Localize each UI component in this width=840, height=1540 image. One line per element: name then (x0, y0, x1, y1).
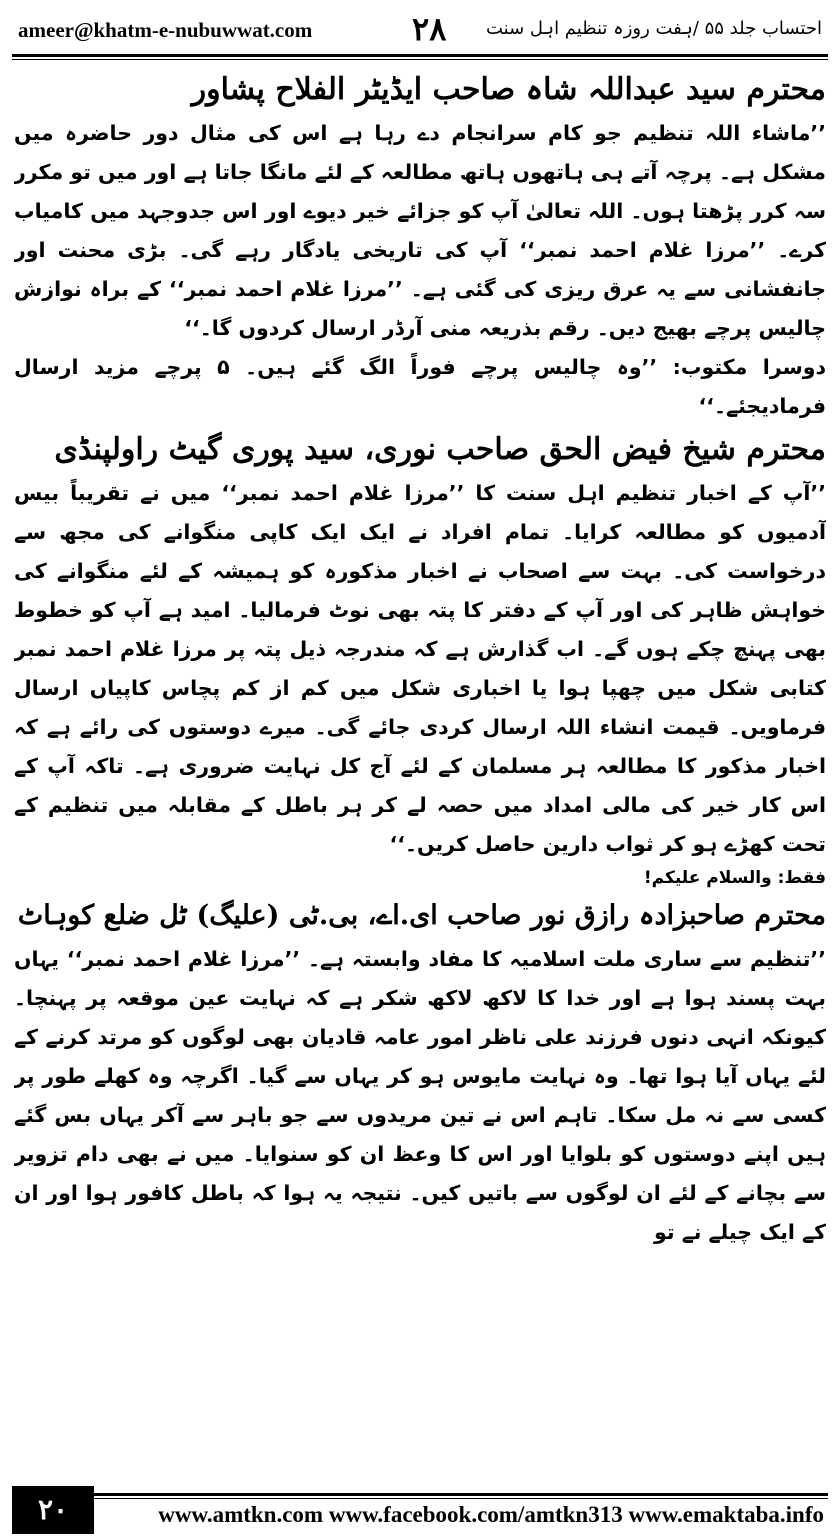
letter-closing: فقط: والسلام علیکم! (643, 868, 826, 888)
footer-page-number: ۲۰ (12, 1486, 94, 1534)
header-rule-thick (12, 54, 828, 57)
letter-paragraph: ’’آپ کے اخبار تنظیم اہل سنت کا ’’مرزا غلام احمد نمبر‘‘ میں نے تقریباً بیس آدمیوں کو مطالعہ کرایا۔ تمام افراد نے ایک ایک کاپی منگوانے کی مجھ سے درخواست کی۔ بہت سے اصحاب نے اخبار مذکورہ کو ہمیشہ کے لئے منگوانے کی خواہش ظاہر کی اور آپ کے دفتر کا پتہ بھی نوٹ فرمالیا۔ امید ہے آپ کو خطوط بھی پہنچ چکے ہوں گے۔ اب گذارش ہے کہ مندرجہ ذیل پتہ پر مرزا غلام احمد نمبر کتابی شکل میں چھپا ہوا یا اخباری شکل میں کم از کم پچاس کاپیاں ارسال فرماویں۔ قیمت انشاء اللہ ارسال کردی جائے گی۔ میرے دوستوں کی رائے ہے کہ اخبار مذکور کا مطالعہ ہر مسلمان کے لئے آج کل نہایت ضروری ہے۔ تاکہ آپ کے اس کار خیر کی مالی امداد میں حصہ لے کر ہر باطل کے مقابلہ میں تنظیم کے تحت کھڑے ہو کر ثواب دارین حاصل کریں۔‘‘ (14, 481, 826, 856)
footer-website-links: www.amtkn.com www.facebook.com/amtkn313 www.emaktaba.info (158, 1502, 824, 1527)
page-header (12, 6, 828, 58)
letter-heading: محترم صاحبزادہ رازق نور صاحب ای.اے، بی.ٹی (علیگ) ٹل ضلع کوہاٹ (17, 900, 826, 931)
header-page-number: ۲۸ (412, 10, 447, 48)
letter-section-1 (14, 68, 826, 426)
letter-paragraph: ’’ماشاء اللہ تنظیم جو کام سرانجام دے رہا ہے اس کی مثال دور حاضرہ میں مشکل ہے۔ پرچہ آتے ہی ہاتھوں ہاتھ مطالعہ کے لئے مانگا جاتا ہے اور میں تو مکرر سہ کرر پڑھتا ہوں۔ اللہ تعالیٰ آپ کو جزائے خیر دیوے اور اس جدوجہد میں کامیاب کرے۔ ’’مرزا غلام احمد نمبر‘‘ آپ کی تاریخی یادگار رہے گی۔ بڑی محنت اور جانفشانی سے یہ عرق ریزی کی گئی ہے۔ ’’مرزا غلام احمد نمبر‘‘ کے براہ نوازش چالیس پرچے بھیج دیں۔ رقم بذریعہ منی آرڈر ارسال کردوں گا۔‘‘ (14, 121, 826, 340)
footer-rule-thin (12, 1498, 828, 1499)
letter-heading: محترم سید عبداللہ شاہ صاحب ایڈیٹر الفلاح پشاور (191, 72, 826, 107)
letter-section-3 (14, 894, 826, 1252)
header-rule-thin (12, 59, 828, 60)
letter-paragraph: ’’تنظیم سے ساری ملت اسلامیہ کا مفاد وابستہ ہے۔ ’’مرزا غلام احمد نمبر‘‘ یہاں بہت پسند ہوا ہے اور خدا کا لاکھ لاکھ شکر ہے کہ نہایت عین موقعہ پر پہنچا۔ کیونکہ انہی دنوں فرزند علی ناظر امور عامہ قادیان بھی لوگوں کو مرتد کرنے کے لئے یہاں آیا ہوا تھا۔ وہ نہایت مایوس ہو کر یہاں سے گیا۔ اگرچہ وہ کھلے طور پر کسی سے نہ مل سکا۔ تاہم اس نے تین مریدوں سے جو باہر سے آکر یہاں بس گئے ہیں اپنے دوستوں کو بلوایا اور اس کا وعظ ان کو سنوایا۔ میں نے بھی دام تزویر سے بچانے کے لئے ان لوگوں سے باتیں کیں۔ نتیجہ یہ ہوا کہ باطل کافور ہوا اور ان کے ایک چیلے نے تو (14, 947, 826, 1244)
header-publication-title: احتساب جلد ۵۵ /ہفت روزہ تنظیم اہل سنت (486, 18, 822, 39)
letter-heading: محترم شیخ فیض الحق صاحب نوری، سید پوری گیٹ راولپنڈی (54, 432, 826, 467)
footer-rule-thick (12, 1493, 828, 1496)
letter-paragraph: دوسرا مکتوب: ’’وہ چالیس پرچے فوراً الگ گئے ہیں۔ ۵ پرچے مزید ارسال فرمادیجئے۔‘‘ (14, 355, 826, 418)
article-body (14, 66, 826, 1451)
header-email: ameer@khatm-e-nubuwwat.com (18, 18, 313, 42)
letter-section-2 (14, 428, 826, 892)
